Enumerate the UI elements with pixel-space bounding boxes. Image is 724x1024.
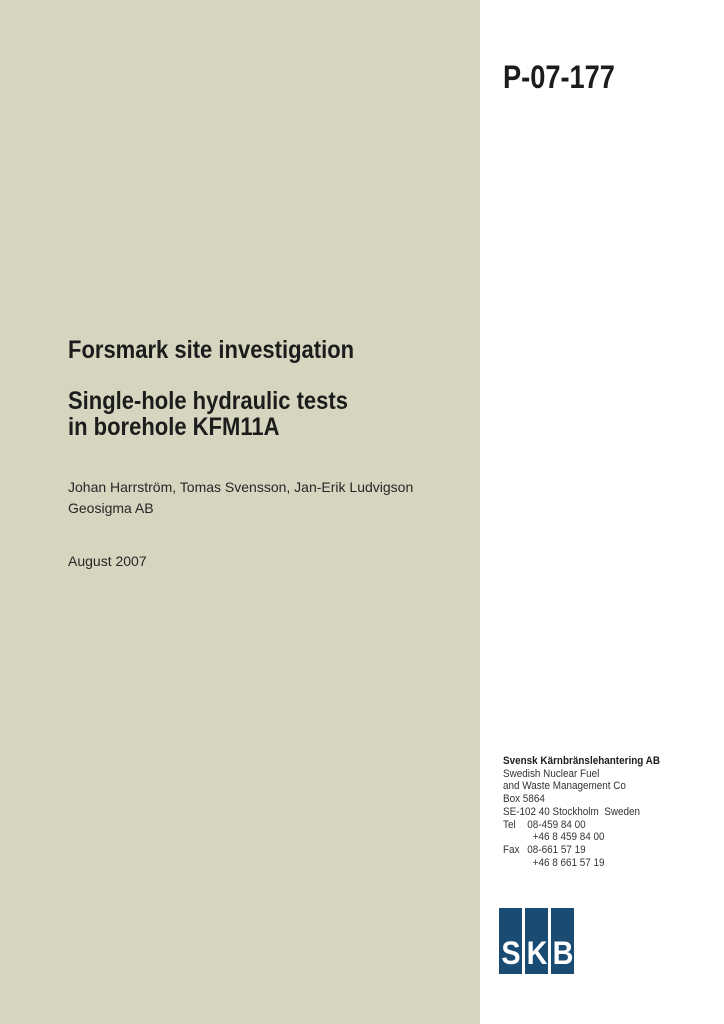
publication-date: August 2007 <box>68 553 147 569</box>
authors-line: Johan Harrström, Tomas Svensson, Jan-Erik Ludvigson <box>68 479 414 495</box>
fax-national: 08-661 57 19 <box>527 843 586 856</box>
publisher-name-english-line2: and Waste Management Co <box>503 780 626 793</box>
report-title <box>68 388 348 440</box>
logo-letter-b: B <box>552 935 573 971</box>
publisher-name: Svensk Kärnbränslehantering AB <box>503 755 660 767</box>
report-number: P-07-177 <box>503 59 615 95</box>
logo-letter-s: S <box>500 935 521 971</box>
report-title-line1: Single-hole hydraulic tests <box>68 387 348 415</box>
authors-block <box>68 477 413 519</box>
tel-national: 08-459 84 00 <box>527 818 586 831</box>
fax-row <box>503 844 660 857</box>
publisher-po-box: Box 5864 <box>503 793 545 806</box>
report-title-line2: in borehole KFM11A <box>68 413 280 441</box>
publisher-city-line: SE-102 40 Stockholm Sweden <box>503 805 641 818</box>
logo-bar <box>551 908 574 974</box>
fax-label: Fax <box>503 843 520 856</box>
publisher-address-block <box>503 755 660 869</box>
fax-international: +46 8 661 57 19 <box>532 856 605 869</box>
skb-logo <box>499 908 574 974</box>
tel-label: Tel <box>503 818 516 831</box>
publisher-name-english-line1: Swedish Nuclear Fuel <box>503 767 600 780</box>
tel-international: +46 8 459 84 00 <box>532 831 605 844</box>
logo-bar <box>499 908 522 974</box>
project-title: Forsmark site investigation <box>68 336 355 364</box>
logo-letter-k: K <box>526 935 547 971</box>
affiliation-line: Geosigma AB <box>68 500 154 516</box>
tel-row <box>503 819 660 832</box>
logo-bar <box>525 908 548 974</box>
